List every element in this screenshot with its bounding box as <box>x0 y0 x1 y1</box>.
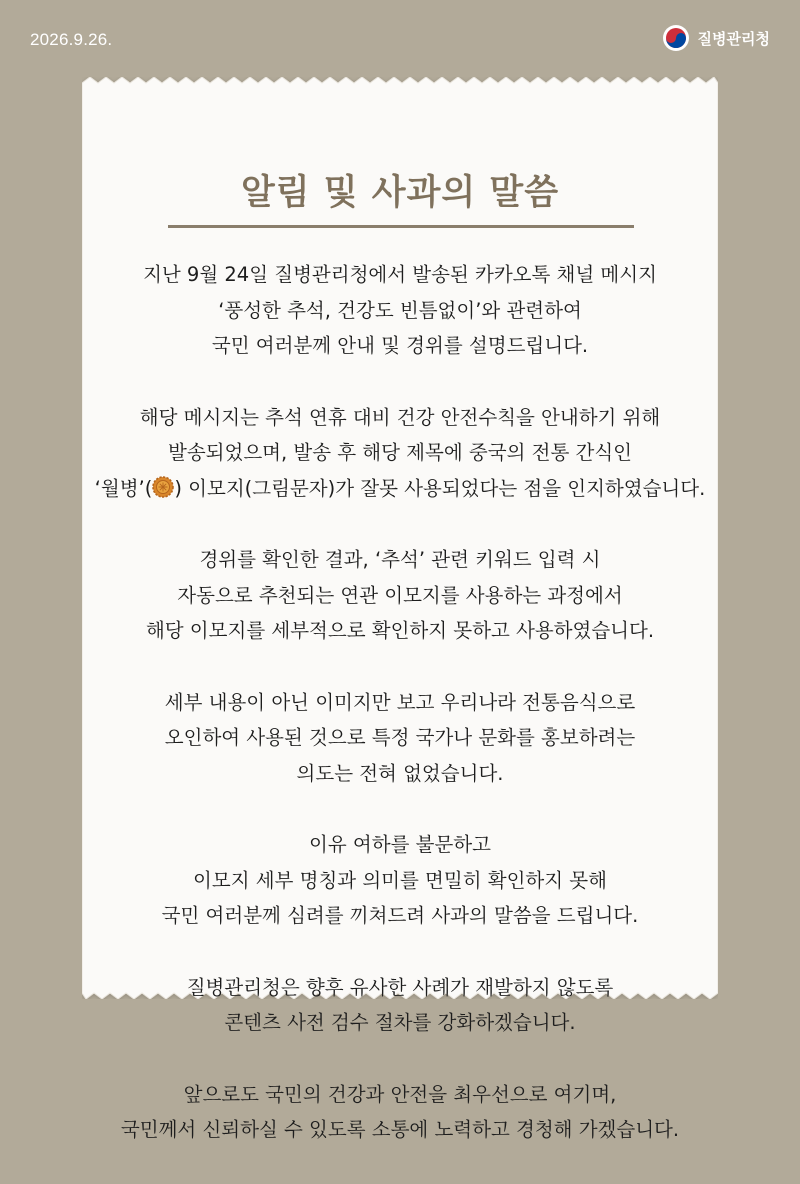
text-line: 질병관리청은 향후 유사한 사례가 재발하지 않도록 <box>186 975 614 999</box>
text-line: 국민 여러분께 안내 및 경위를 설명드립니다. <box>211 334 589 357</box>
emoji-line-prefix: ‘월병’( <box>94 476 153 500</box>
paragraph-3 <box>42 542 758 649</box>
paragraph-4 <box>42 685 758 792</box>
notice-body <box>42 257 758 1184</box>
text-line: 경위를 확인한 결과, ‘추석’ 관련 키워드 입력 시 <box>199 548 601 571</box>
notice-title: 알림 및 사과의 말씀 <box>240 173 560 213</box>
text-line: 콘텐츠 사전 검수 절차를 강화하겠습니다. <box>224 1011 576 1034</box>
text-line: 이유 여하를 불문하고 <box>309 833 491 856</box>
notice-paper <box>82 77 718 1141</box>
text-line: 해당 메시지는 추석 연휴 대비 건강 안전수칙을 안내하기 위해 <box>139 405 661 429</box>
brand-name: 질병관리청 <box>697 29 770 48</box>
text-line: 세부 내용이 아닌 이미지만 보고 우리나라 전통음식으로 <box>164 690 636 714</box>
text-line: 해당 이모지를 세부적으로 확인하지 못하고 사용하였습니다. <box>145 619 655 642</box>
taegeuk-emblem-icon <box>662 24 690 52</box>
paragraph-6 <box>42 970 758 1041</box>
title-underline <box>168 225 634 228</box>
text-line: 의도는 전혀 없었습니다. <box>296 761 504 785</box>
text-line: 이모지 세부 명칭과 의미를 면밀히 확인하지 못해 <box>193 868 607 892</box>
paragraph-1 <box>42 257 758 364</box>
text-line: 국민께서 신뢰하실 수 있도록 소통에 노력하고 경청해 가겠습니다. <box>120 1118 680 1141</box>
text-line: 지난 9월 24일 질병관리청에서 발송된 카카오톡 채널 메시지 <box>143 263 657 286</box>
date-label: 2026.9.26. <box>30 30 113 49</box>
text-line-with-emoji <box>42 471 758 507</box>
text-line: 국민 여러분께 심려를 끼쳐드려 사과의 말씀을 드립니다. <box>161 904 639 927</box>
notice-content <box>82 77 718 1141</box>
paragraph-7 <box>42 1077 758 1148</box>
text-line: 자동으로 추천되는 연관 이모지를 사용하는 과정에서 <box>177 583 623 607</box>
brand-logo <box>662 24 770 52</box>
emoji-line-suffix: ) 이모지(그림문자)가 잘못 사용되었다는 점을 인지하였습니다. <box>174 476 706 500</box>
text-line: ‘풍성한 추석, 건강도 빈틈없이’와 관련하여 <box>218 298 582 322</box>
text-line: 발송되었으며, 발송 후 해당 제목에 중국의 전통 간식인 <box>167 441 632 464</box>
text-line: 앞으로도 국민의 건강과 안전을 최우선으로 여기며, <box>183 1082 617 1106</box>
paragraph-5 <box>42 827 758 934</box>
mooncake-emoji-icon <box>152 476 174 498</box>
text-line: 오인하여 사용된 것으로 특정 국가나 문화를 홍보하려는 <box>164 726 636 749</box>
paragraph-2 <box>42 400 758 507</box>
